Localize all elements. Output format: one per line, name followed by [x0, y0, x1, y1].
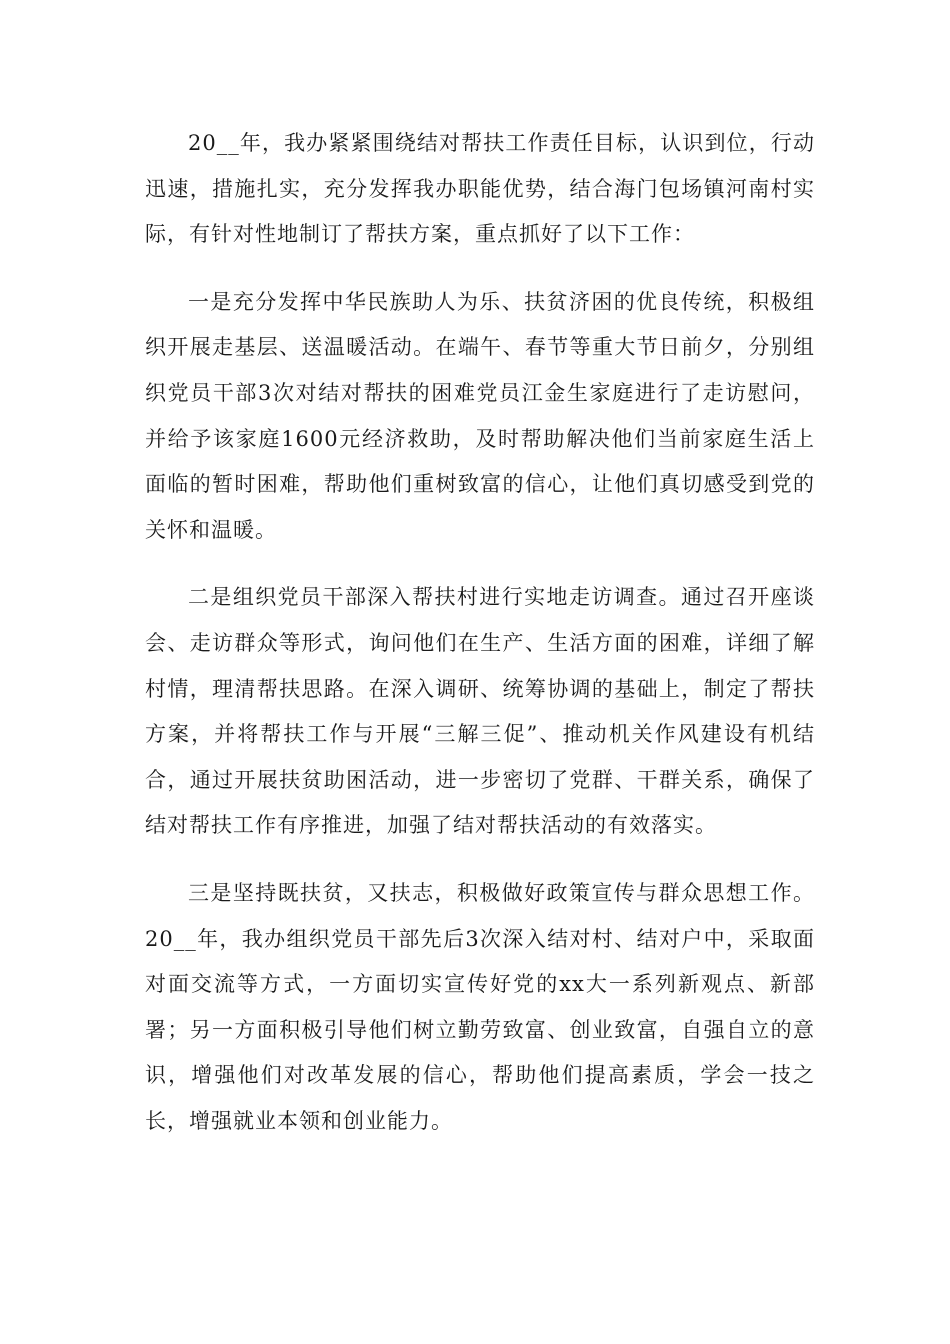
paragraph-intro: 20__年，我办紧紧围绕结对帮扶工作责任目标，认识到位，行动迅速，措施扎实，充分发挥我办职能优势，结合海门包场镇河南村实际，有针对性地制订了帮扶方案，重点抓好了以下工作： — [145, 131, 815, 247]
paragraph-point-two: 二是组织党员干部深入帮扶村进行实地走访调查。通过召开座谈会、走访群众等形式，询问他们在生产、生活方面的困难，详细了解村情，理清帮扶思路。在深入调研、统筹协调的基础上，制定了帮扶方案，并将帮扶工作与开展“三解三促”、推动机关作风建设有机结合，通过开展扶贫助困活动，进一步密切了党群、干群关系，确保了结对帮扶工作有序推进，加强了结对帮扶活动的有效落实。 — [145, 585, 815, 838]
paragraph-point-three: 三是坚持既扶贫，又扶志，积极做好政策宣传与群众思想工作。20__年，我办组织党员干部先后3次深入结对村、结对户中，采取面对面交流等方式，一方面切实宣传好党的xx大一系列新观点、新部署；另一方面积极引导他们树立勤劳致富、创业致富，自强自立的意识，增强他们对改革发展的信心，帮助他们提高素质，学会一技之长，增强就业本领和创业能力。 — [145, 880, 815, 1133]
paragraph-point-one: 一是充分发挥中华民族助人为乐、扶贫济困的优良传统，积极组织开展走基层、送温暖活动。在端午、春节等重大节日前夕，分别组织党员干部3次对结对帮扶的困难党员江金生家庭进行了走访慰问，并给予该家庭1600元经济救助，及时帮助解决他们当前家庭生活上面临的暂时困难，帮助他们重树致富的信心，让他们真切感受到党的关怀和温暖。 — [145, 289, 815, 542]
document-body — [145, 121, 815, 1166]
